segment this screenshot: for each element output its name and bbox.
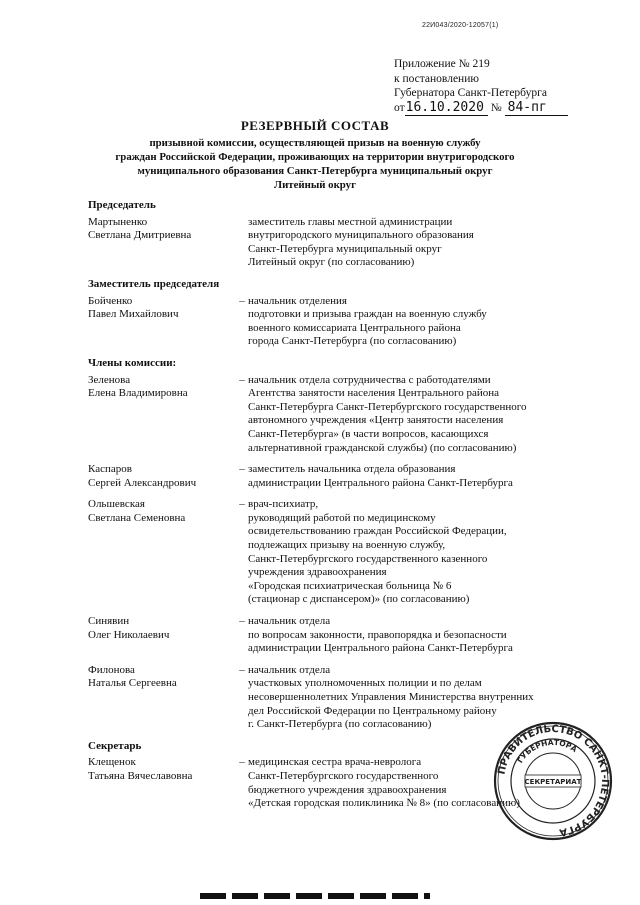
member-given-names: Павел Михайлович — [88, 308, 179, 321]
appendix-line-2: к постановлению — [394, 72, 479, 85]
svg-text:ГУБЕРНАТОРА: ГУБЕРНАТОРА — [515, 737, 579, 765]
member-position: заместитель главы местной администрации внутригородского муниципального образования Санкт-Петербурга муниципальный округ Литейный округ (по согласованию) — [248, 215, 474, 269]
appendix-line-1: Приложение № 219 — [394, 58, 490, 70]
member-surname: Ольшевская — [88, 498, 145, 511]
member-given-names: Сергей Александрович — [88, 476, 197, 489]
member-position: начальник отдела сотрудничества с работодателями Агентства занятости населения Центрального района Санкт-Петербурга Санкт-Петербургского государственного автономного учреждения «Центр занятости населения Санкт-Петербурга» (в части вопросов, касающихся альтернативной гражданской службы) (по согласованию) — [248, 373, 527, 454]
member-row — [88, 498, 593, 607]
member-name — [88, 295, 236, 349]
member-given-names: Олег Николаевич — [88, 628, 170, 641]
member-given-names: Татьяна Вячеславовна — [88, 769, 193, 782]
dash-separator — [236, 216, 248, 270]
member-row — [88, 295, 593, 349]
section-heading: Члены комиссии: — [88, 356, 177, 369]
dash-separator: – — [239, 294, 245, 307]
title-main: РЕЗЕРВНЫЙ СОСТАВ — [240, 118, 390, 133]
member-position: начальник отделения подготовки и призыва граждан на военную службу военного комиссариата Центрального района города Санкт-Петербурга (по согласованию) — [248, 294, 487, 348]
section-heading: Секретарь — [88, 739, 142, 752]
dash-separator: – — [239, 498, 245, 511]
member-surname: Филонова — [88, 663, 135, 676]
dash-separator: – — [239, 373, 245, 386]
member-surname: Каспаров — [88, 463, 132, 476]
member-name — [88, 756, 236, 810]
member-given-names: Елена Владимировна — [88, 387, 188, 400]
member-position: медицинская сестра врача-невролога Санкт-Петербургского государственного бюджетного учреждения здравоохранения «Детская городская поликлиника № 8» (по согласованию) — [248, 756, 520, 810]
member-name — [88, 216, 236, 270]
member-row — [88, 374, 593, 456]
title-line-1: призывной комиссии, осуществляющей призыв на военную службу — [149, 137, 481, 149]
svg-text:СЕКРЕТАРИАТ: СЕКРЕТАРИАТ — [524, 778, 582, 786]
official-stamp-icon — [492, 720, 614, 842]
member-surname: Бойченко — [88, 294, 133, 307]
member-given-names: Наталья Сергеевна — [88, 677, 177, 690]
dash-separator: – — [239, 756, 245, 769]
handwritten-date: 16.10.2020 — [405, 101, 488, 117]
appendix-line-3: Губернатора Санкт-Петербурга — [394, 87, 547, 99]
document-title — [80, 118, 550, 192]
dash-separator: – — [239, 615, 245, 628]
member-surname: Мартыненко — [88, 215, 148, 228]
handwritten-number: 84-пг — [505, 101, 568, 117]
member-given-names: Светлана Дмитриевна — [88, 229, 192, 242]
appendix-date-line — [394, 101, 568, 117]
member-row — [88, 615, 593, 656]
member-surname: Зеленова — [88, 373, 131, 386]
section-heading: Председатель — [88, 199, 156, 211]
appendix-block — [394, 57, 568, 116]
member-position: начальник отдела участковых уполномоченных полиции и по делам несовершеннолетних Управления Министерства внутренних дел Российской Федерации по Центральному району г. Санкт-Петербурга (по согласованию) — [248, 663, 534, 731]
document-id: 22И043/2020-12057(1) — [422, 22, 499, 29]
member-row — [88, 463, 593, 490]
title-line-2: граждан Российской Федерации, проживающих на территории внутригородского — [115, 151, 515, 163]
page-bottom-bar — [200, 893, 430, 899]
member-surname: Синявин — [88, 615, 130, 628]
number-prefix: № — [490, 101, 502, 114]
member-position: начальник отдела по вопросам законности, правопорядка и безопасности администрации Центрального района Санкт-Петербурга — [248, 615, 513, 655]
member-given-names: Светлана Семеновна — [88, 511, 186, 524]
member-name — [88, 498, 236, 607]
title-line-3: муниципального образования Санкт-Петербурга муниципальный округ — [137, 165, 493, 177]
svg-text:ПРАВИТЕЛЬСТВО САНКТ-ПЕТЕРБУРГА: ПРАВИТЕЛЬСТВО САНКТ-ПЕТЕРБУРГА — [496, 723, 611, 838]
member-surname: Клещенок — [88, 756, 136, 769]
member-name — [88, 463, 236, 490]
member-name — [88, 374, 236, 456]
dash-separator: – — [239, 463, 245, 476]
member-position: врач-психиатр, руководящий работой по медицинскому освидетельствованию граждан Российской Федерации, подлежащих призыву на военную службу, Санкт-Петербургского государственного казенного учреждения здравоохранения «Городская психиатрическая больница № 6 (стационар с диспансером)» (по согласованию) — [248, 498, 507, 606]
title-line-4: Литейный округ — [274, 179, 356, 191]
member-position: заместитель начальника отдела образования администрации Центрального района Санкт-Петербурга — [248, 463, 513, 489]
dash-separator: – — [239, 663, 245, 676]
member-row — [88, 216, 593, 270]
member-name — [88, 664, 236, 732]
member-name — [88, 615, 236, 656]
date-prefix: от — [394, 101, 405, 114]
section-heading: Заместитель председателя — [88, 277, 220, 290]
